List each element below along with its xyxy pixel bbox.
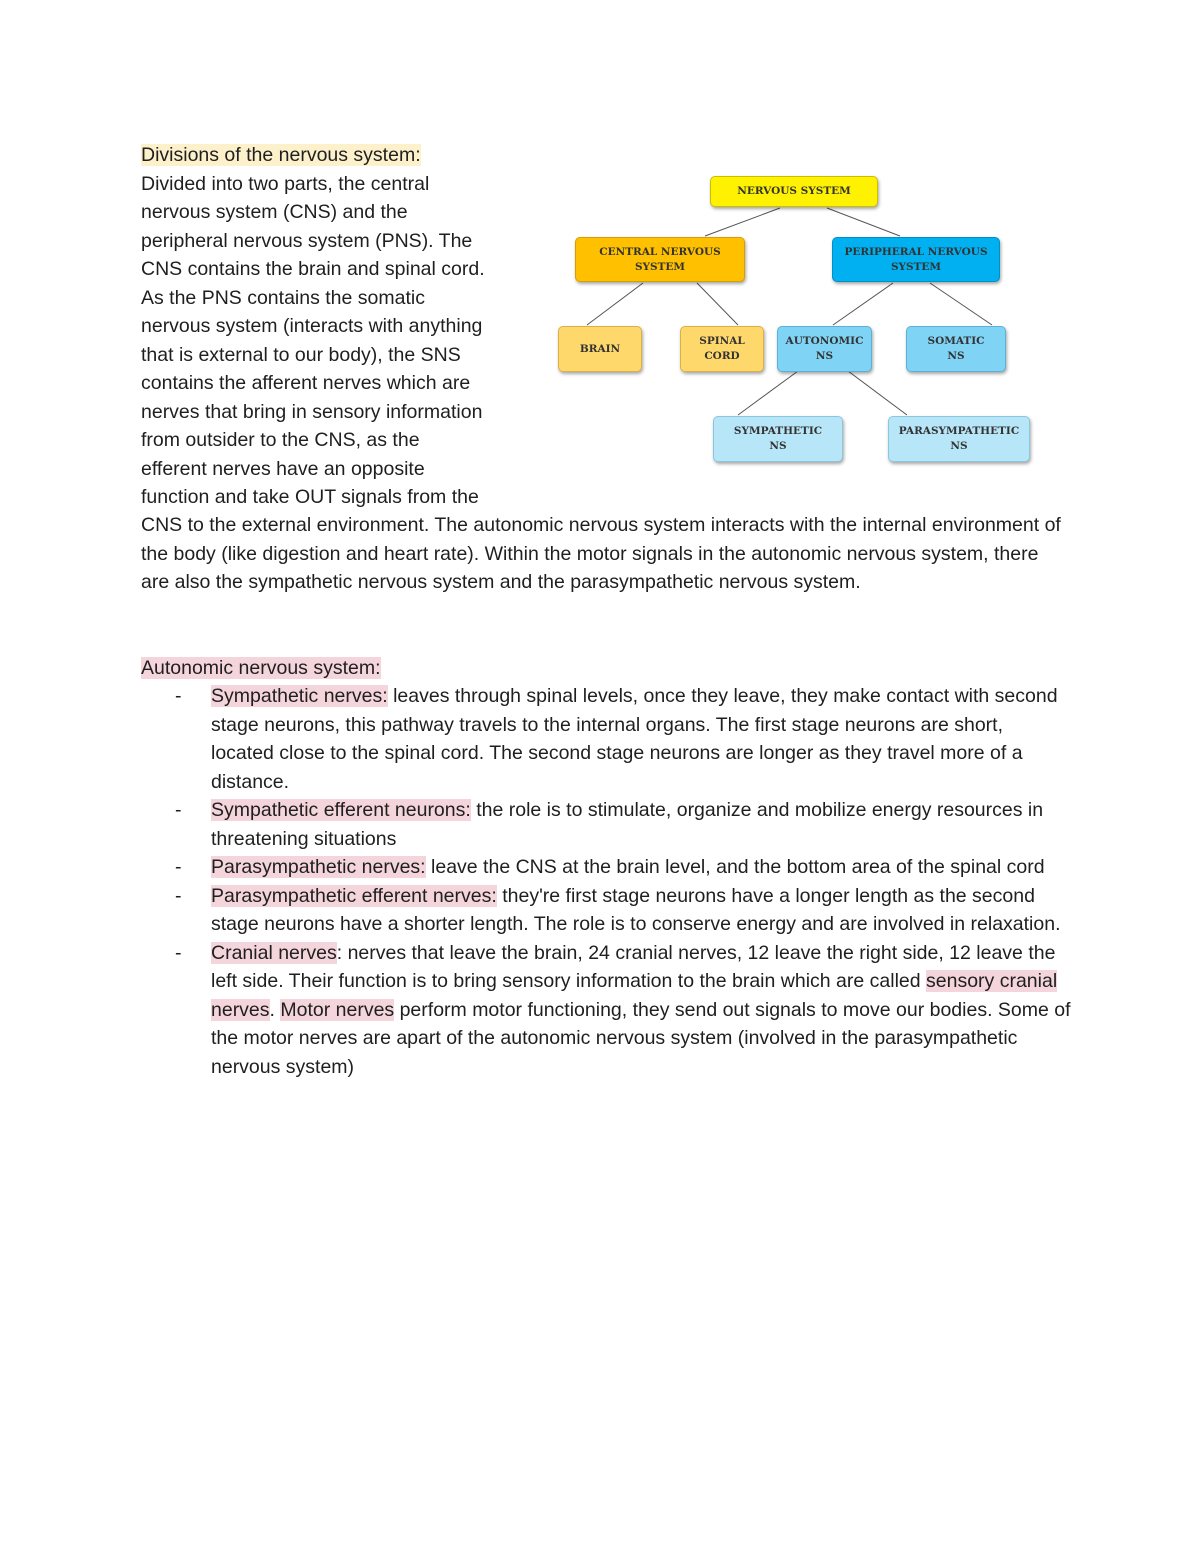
intro-wide-paragraph: CNS to the external environment. The autonomic nervous system interacts with the internal environment of the body (like digestion and heart rate). Within the motor signals in the autonomic nervous system, there are also the sympathetic nervous system and the parasympathetic nervous system. <box>141 514 1061 593</box>
bullet-term-sensory-cranial: sensory cranial nerves <box>211 970 1058 1021</box>
bullet-text: the role is to stimulate, organize and mobilize energy resources in threatening situations <box>211 799 1044 850</box>
node-sympathetic-ns: SYMPATHETIC NS <box>713 416 843 462</box>
bullet-term: Parasympathetic efferent nerves: <box>211 884 497 907</box>
bullet-dash: - <box>175 799 182 821</box>
list-item <box>141 939 1071 1082</box>
intro-line: contains the afferent nerves which are <box>141 372 471 394</box>
bullet-dash: - <box>175 856 182 878</box>
bullet-text: . <box>269 998 281 1021</box>
connector-line <box>833 283 893 325</box>
node-parasympathetic-ns: PARASYMPATHETIC NS <box>888 416 1030 462</box>
node-spinal-cord: SPINAL CORD <box>680 326 764 372</box>
bullet-term: Sympathetic efferent neurons: <box>211 799 471 821</box>
intro-line: nervous system (interacts with anything <box>141 315 483 337</box>
connector-line <box>827 208 900 236</box>
node-autonomic-ns: AUTONOMIC NS <box>777 326 872 372</box>
intro-narrow-block <box>141 141 526 512</box>
intro-line: As the PNS contains the somatic <box>141 286 425 309</box>
intro-line: function and take OUT signals from the <box>141 486 479 508</box>
section-heading-autonomic: Autonomic nervous system: <box>141 657 381 679</box>
intro-line: from outsider to the CNS, as the <box>141 429 420 451</box>
node-somatic-ns: SOMATIC NS <box>906 326 1006 372</box>
node-central-nervous-system: CENTRAL NERVOUS SYSTEM <box>575 237 745 282</box>
bullet-dash: - <box>175 685 182 707</box>
bullet-text: they're first stage neurons have a longer length as the second stage neurons have a shorter length. The role is to conserve energy and are involved in relaxation. <box>211 884 1061 935</box>
bullet-text: leaves through spinal levels, once they leave, they make contact with second stage neurons, this pathway travels to the internal organs. The first stage neurons are short, located close to the spinal cord. The second stage neurons are longer as they travel more of a distance. <box>211 685 1058 793</box>
connector-line <box>705 208 780 236</box>
intro-line: CNS contains the brain and spinal cord. <box>141 258 485 280</box>
intro-line: peripheral nervous system (PNS). The <box>141 229 473 252</box>
list-item <box>141 853 1071 882</box>
bullet-term: Sympathetic nerves: <box>211 685 388 707</box>
connector-line <box>738 371 798 415</box>
nervous-system-diagram <box>555 173 1035 465</box>
node-nervous-system: NERVOUS SYSTEM <box>710 176 878 207</box>
connector-line <box>848 371 907 415</box>
bullet-dash: - <box>175 884 182 907</box>
bullet-term: Parasympathetic nerves: <box>211 856 426 878</box>
connector-line <box>587 283 643 325</box>
autonomic-bullet-list <box>141 682 1071 1081</box>
bullet-term-motor-nerves: Motor nerves <box>280 998 395 1021</box>
node-peripheral-nervous-system: PERIPHERAL NERVOUS SYSTEM <box>832 237 1000 282</box>
intro-line: nerves that bring in sensory information <box>141 400 483 423</box>
intro-line: nervous system (CNS) and the <box>141 201 408 223</box>
bullet-text: : nerves that leave the brain, 24 cranial nerves, 12 leave the right side, 12 leave the left side. Their function is to bring sensory information to the brain which are called <box>211 941 1056 992</box>
connector-line <box>697 283 738 325</box>
section-heading-divisions: Divisions of the nervous system: <box>141 144 421 166</box>
intro-line: that is external to our body), the SNS <box>141 343 461 366</box>
bullet-term: Cranial nerves <box>211 941 337 964</box>
bullet-text: perform motor functioning, they send out signals to move our bodies. Some of the motor nerves are apart of the autonomic nervous system (involved in the parasympathetic nervous system) <box>211 998 1071 1078</box>
list-item <box>141 682 1071 796</box>
bullet-dash: - <box>175 941 182 964</box>
list-item <box>141 796 1071 853</box>
connector-line <box>930 283 992 325</box>
intro-line: Divided into two parts, the central <box>141 172 430 195</box>
list-item <box>141 882 1071 939</box>
bullet-text: leave the CNS at the brain level, and the bottom area of the spinal cord <box>425 856 1045 878</box>
node-brain: BRAIN <box>558 326 642 372</box>
intro-line: efferent nerves have an opposite <box>141 457 425 480</box>
